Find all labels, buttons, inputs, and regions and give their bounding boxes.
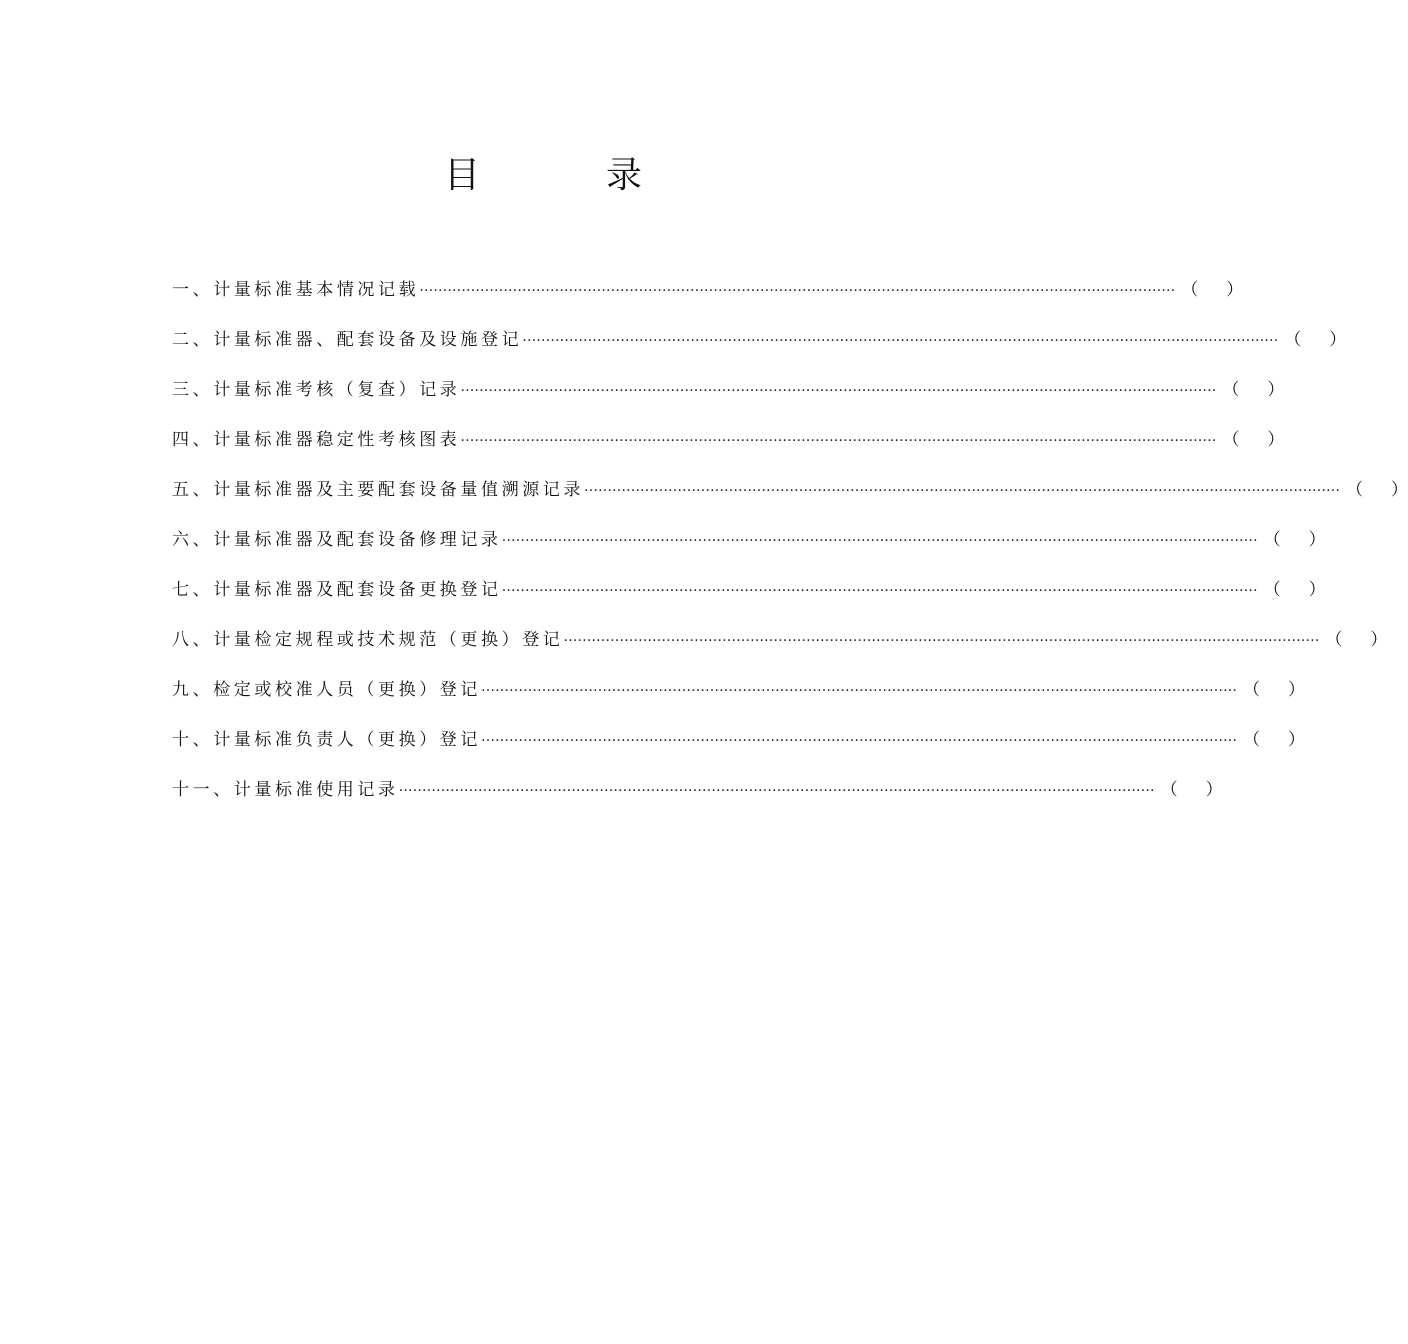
open-paren: （ xyxy=(1284,329,1302,350)
page-title xyxy=(0,150,950,206)
toc-leader-dots: ……………………………………………………………………………………………………………………………………………… xyxy=(584,479,1340,495)
toc-leader-dots: ……………………………………………………………………………………………………………………………………………… xyxy=(398,779,1155,795)
toc-page-ref xyxy=(1284,325,1346,350)
close-paren: ） xyxy=(1288,679,1305,700)
close-paren: ） xyxy=(1267,379,1285,400)
toc-page-ref xyxy=(1264,575,1326,600)
toc-entry-6 xyxy=(172,512,1326,562)
toc-entry-5 xyxy=(172,462,1408,512)
close-paren: ） xyxy=(1226,279,1244,300)
toc-entry-8 xyxy=(172,612,1388,662)
open-paren: （ xyxy=(1160,779,1178,800)
toc-leader-dots: ……………………………………………………………………………………………………………………………………………… xyxy=(501,529,1258,545)
toc-entry-label: 八、计量检定规程或技术规范（更换）登记 xyxy=(172,629,564,650)
close-paren: ） xyxy=(1267,429,1285,450)
toc-page-ref xyxy=(1181,275,1243,300)
open-paren: （ xyxy=(1346,479,1363,500)
table-of-contents xyxy=(172,262,1408,812)
title-char-mu: 目 xyxy=(444,155,481,196)
toc-leader-dots: ……………………………………………………………………………………………………………………………………………… xyxy=(481,729,1237,745)
toc-page-ref xyxy=(1161,775,1223,800)
toc-page-ref xyxy=(1222,375,1284,400)
toc-leader-dots: ……………………………………………………………………………………………………………………………………………… xyxy=(501,579,1258,595)
toc-entry-3 xyxy=(172,362,1285,412)
toc-entry-label: 六、计量标准器及配套设备修理记录 xyxy=(172,529,502,550)
toc-entry-label: 五、计量标准器及主要配套设备量值溯源记录 xyxy=(172,479,584,500)
toc-entry-label: 七、计量标准器及配套设备更换登记 xyxy=(172,579,502,600)
toc-page-ref xyxy=(1243,725,1305,750)
toc-entry-label: 三、计量标准考核（复查）记录 xyxy=(172,379,461,400)
open-paren: （ xyxy=(1222,429,1240,450)
close-paren: ） xyxy=(1391,479,1408,500)
toc-leader-dots: ……………………………………………………………………………………………………………………………………………… xyxy=(522,329,1279,345)
open-paren: （ xyxy=(1243,679,1260,700)
toc-entry-9 xyxy=(172,662,1305,712)
toc-entry-label: 十一、计量标准使用记录 xyxy=(172,779,399,800)
toc-entry-7 xyxy=(172,562,1326,612)
open-paren: （ xyxy=(1325,629,1343,650)
close-paren: ） xyxy=(1308,529,1326,550)
toc-entry-label: 二、计量标准器、配套设备及设施登记 xyxy=(172,329,523,350)
close-paren: ） xyxy=(1288,729,1305,750)
close-paren: ） xyxy=(1308,579,1326,600)
toc-entry-1 xyxy=(172,262,1244,312)
open-paren: （ xyxy=(1263,579,1281,600)
open-paren: （ xyxy=(1222,379,1240,400)
toc-page-ref xyxy=(1346,475,1408,500)
close-paren: ） xyxy=(1370,629,1388,650)
toc-leader-dots: ……………………………………………………………………………………………………………………………………………… xyxy=(460,379,1217,395)
toc-entry-label: 九、检定或校准人员（更换）登记 xyxy=(172,679,481,700)
toc-entry-11 xyxy=(172,762,1223,812)
title-char-lu: 录 xyxy=(606,155,643,196)
toc-entry-4 xyxy=(172,412,1285,462)
toc-page-ref xyxy=(1243,675,1305,700)
close-paren: ） xyxy=(1329,329,1347,350)
toc-leader-dots: ……………………………………………………………………………………………………………………………………………… xyxy=(563,629,1320,645)
open-paren: （ xyxy=(1181,279,1199,300)
toc-page-ref xyxy=(1222,425,1284,450)
toc-page-ref xyxy=(1325,625,1387,650)
open-paren: （ xyxy=(1243,729,1260,750)
open-paren: （ xyxy=(1263,529,1281,550)
toc-page-ref xyxy=(1264,525,1326,550)
close-paren: ） xyxy=(1205,779,1223,800)
toc-leader-dots: ……………………………………………………………………………………………………………………………………………… xyxy=(481,679,1237,695)
toc-entry-label: 一、计量标准基本情况记载 xyxy=(172,279,420,300)
toc-leader-dots: ……………………………………………………………………………………………………………………………………………… xyxy=(419,279,1176,295)
toc-leader-dots: ……………………………………………………………………………………………………………………………………………… xyxy=(460,429,1217,445)
toc-entry-label: 四、计量标准器稳定性考核图表 xyxy=(172,429,461,450)
toc-entry-label: 十、计量标准负责人（更换）登记 xyxy=(172,729,481,750)
toc-entry-10 xyxy=(172,712,1305,762)
toc-entry-2 xyxy=(172,312,1347,362)
